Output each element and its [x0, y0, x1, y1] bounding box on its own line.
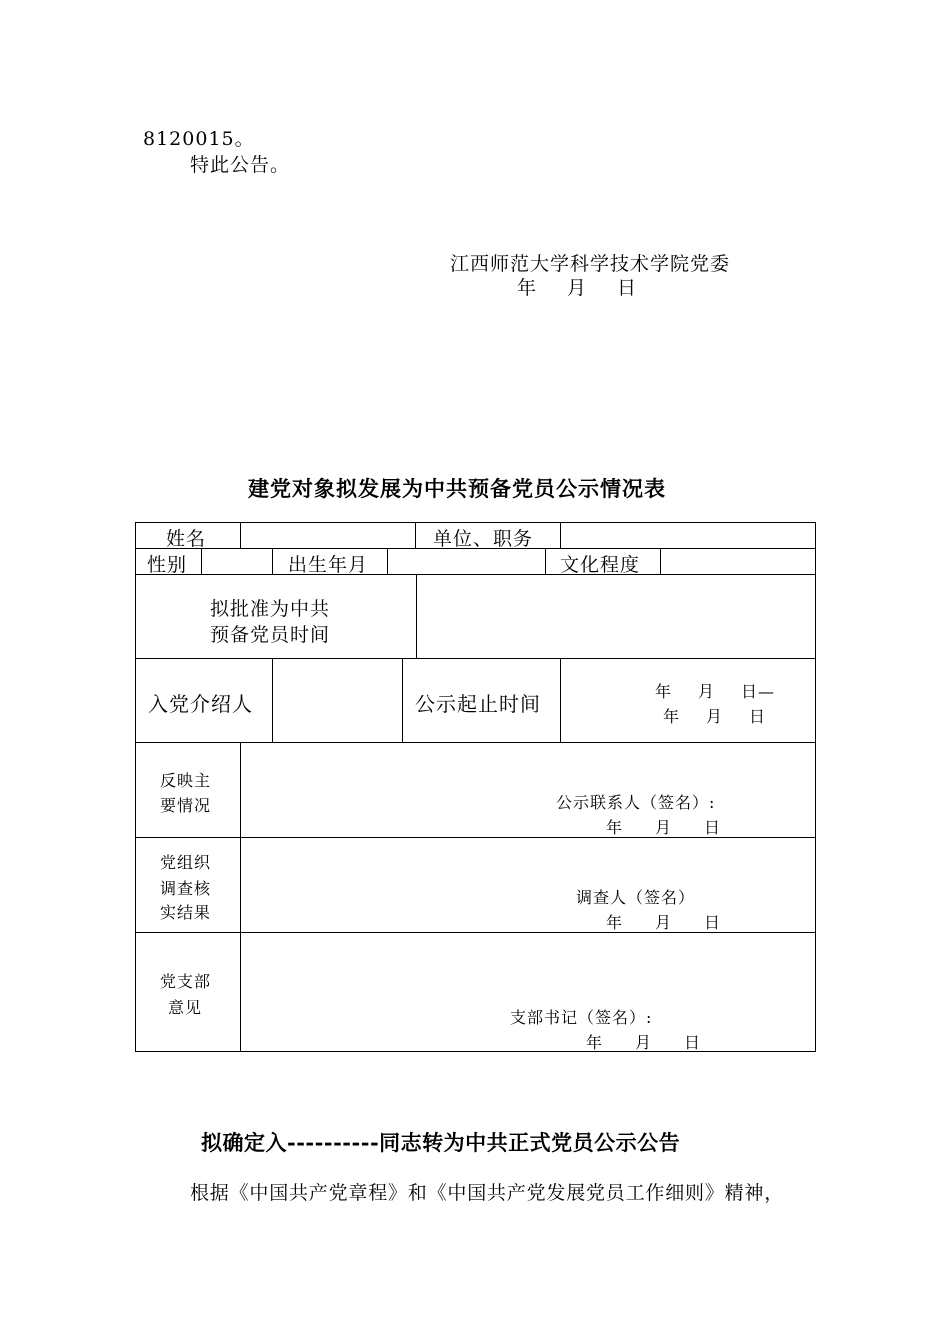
label-investigate-3: 实结果	[160, 903, 212, 922]
text-announcement-end: 特此公告。	[190, 154, 291, 176]
table-title: 建党对象拟发展为中共预备党员公示情况表	[248, 476, 666, 501]
period-start-date	[655, 679, 775, 702]
label-approve-time-2: 预备党员时间	[210, 624, 331, 646]
text-org-signature: 江西师范大学科学技术学院党委	[450, 253, 731, 275]
report-month: 月	[655, 818, 673, 837]
investigate-date	[606, 910, 721, 933]
label-unit-position: 单位、职务	[433, 528, 534, 550]
branch-day: 日	[684, 1033, 702, 1052]
period-start-month: 月	[698, 682, 716, 701]
investigate-day: 日	[704, 913, 722, 932]
bottom-title: 拟确定入----------同志转为中共正式党员公示公告	[201, 1130, 681, 1155]
date-day: 日	[617, 277, 638, 299]
branch-date	[586, 1030, 701, 1053]
text-org-date	[517, 273, 637, 300]
period-end-date	[663, 704, 766, 727]
branch-secretary-signature: 支部书记（签名）:	[510, 1008, 653, 1027]
branch-year: 年	[586, 1033, 604, 1052]
label-education: 文化程度	[560, 554, 641, 576]
report-day: 日	[704, 818, 722, 837]
date-month: 月	[567, 277, 588, 299]
report-year: 年	[606, 818, 624, 837]
date-year: 年	[517, 277, 538, 299]
investigator-signature: 调查人（签名）	[576, 888, 696, 907]
label-announcement-period: 公示起止时间	[415, 692, 541, 716]
investigate-month: 月	[655, 913, 673, 932]
label-branch-1: 党支部	[160, 972, 212, 991]
period-end-year: 年	[663, 707, 681, 726]
label-name: 姓名	[166, 528, 207, 550]
label-introducer: 入党介绍人	[148, 692, 253, 716]
label-investigate-2: 调查核	[160, 879, 212, 898]
period-end-day: 日	[749, 707, 767, 726]
investigate-year: 年	[606, 913, 624, 932]
label-report-1: 反映主	[160, 771, 212, 790]
label-birth-date: 出生年月	[288, 554, 369, 576]
report-contact-signature: 公示联系人（签名）:	[556, 793, 716, 812]
label-investigate-1: 党组织	[160, 853, 212, 872]
label-branch-2: 意见	[168, 998, 203, 1017]
text-code-line: 8120015。	[143, 128, 255, 150]
bottom-paragraph: 根据《中国共产党章程》和《中国共产党发展党员工作细则》精神，	[190, 1182, 785, 1204]
period-start-day: 日—	[741, 682, 776, 701]
period-start-year: 年	[655, 682, 673, 701]
period-end-month: 月	[706, 707, 724, 726]
label-report-2: 要情况	[160, 796, 212, 815]
branch-month: 月	[635, 1033, 653, 1052]
label-approve-time-1: 拟批准为中共	[210, 598, 331, 620]
report-date	[606, 815, 721, 838]
label-gender: 性别	[147, 554, 188, 576]
